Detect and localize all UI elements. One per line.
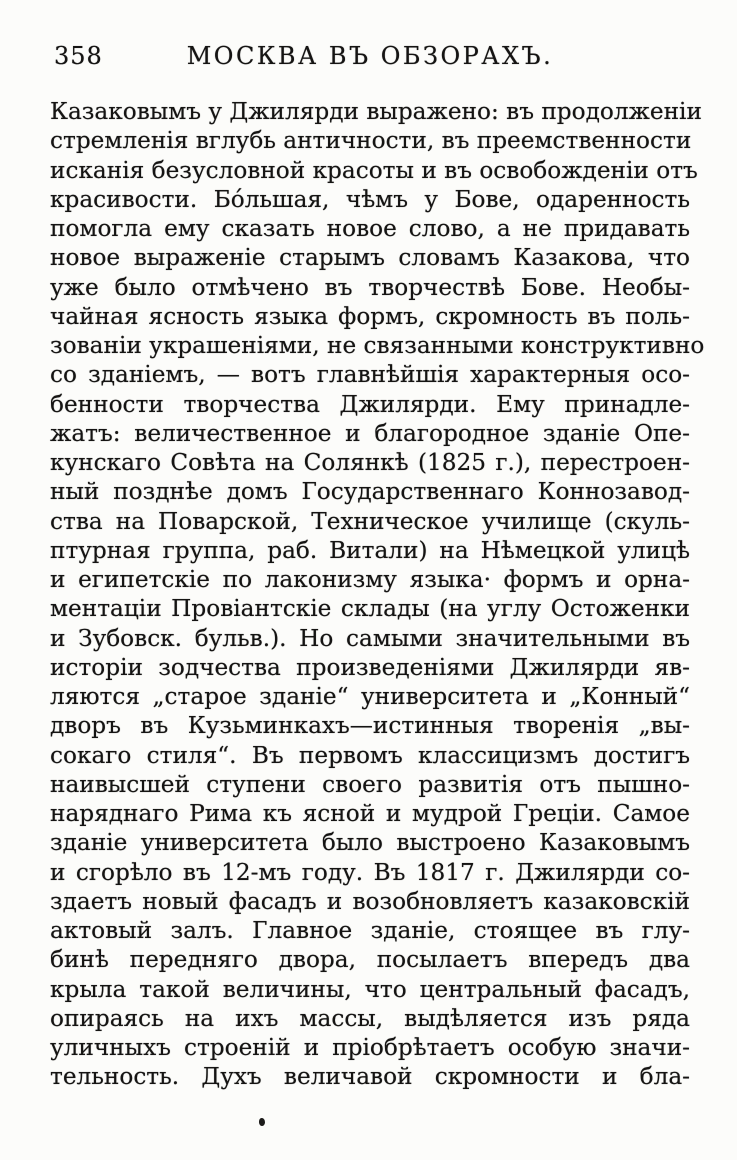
text-line: жатъ: величественное и благородное зданіе Опе- — [50, 419, 690, 447]
text-line: тельность. Духъ величавой скромности и бла- — [50, 1063, 690, 1091]
ink-speck — [259, 1118, 265, 1126]
text-line: новое выраженіе старымъ словамъ Казакова, что — [50, 244, 690, 272]
text-line: опираясь на ихъ массы, выдѣляется изъ ряда — [50, 1004, 690, 1032]
text-line: уличныхъ строеній и пріобрѣтаетъ особую значи- — [50, 1034, 690, 1061]
text-line: уже было отмѣчено въ творчествѣ Бове. Необы- — [50, 273, 690, 301]
text-line: ства на Поварской, Техническое училище (скуль- — [50, 507, 690, 535]
text-line: здаетъ новый фасадъ и возобновляетъ казаковскій — [50, 887, 690, 915]
text-line: исторіи зодчества произведеніями Джилярди яв- — [50, 653, 690, 681]
text-line: птурная группа, раб. Витали) на Нѣмецкой улицѣ — [50, 536, 690, 564]
text-line: ляются „старое зданіе“ университета и „Конный“ — [50, 683, 690, 710]
text-line: крыла такой величины, что центральный фасадъ, — [50, 975, 690, 1003]
text-line: кунскаго Совѣта на Солянкѣ (1825 г.), перестроен- — [50, 449, 690, 476]
text-line: бенности творчества Джилярди. Ему принадле- — [50, 390, 690, 418]
text-line: помогла ему сказать новое слово, а не придавать — [50, 215, 690, 242]
text-line: и сгорѣло въ 12-мъ году. Въ 1817 г. Джилярди со- — [50, 858, 690, 886]
text-line: красивости. Бо́льшая, чѣмъ у Бове, одаренность — [50, 185, 690, 213]
text-line: и египетскіе по лаконизму языка· формъ и орна- — [50, 566, 690, 593]
text-line: ный позднѣе домъ Государственнаго Коннозавод- — [50, 478, 690, 506]
text-line: чайная ясность языка формъ, скромность въ поль- — [50, 302, 690, 330]
text-line: наивысшей ступени своего развитія отъ пышно- — [50, 770, 690, 798]
text-line: сокаго стиля“. Въ первомъ классицизмъ достигъ — [50, 741, 690, 769]
text-line: исканія безусловной красоты и въ освобожденіи отъ — [50, 156, 698, 184]
text-line: стремленія вглубь античности, въ преемственности — [50, 127, 692, 155]
text-line: зданіе университета было выстроено Казаковымъ — [50, 829, 690, 857]
running-head — [50, 42, 690, 74]
body-text — [50, 97, 705, 1092]
page-title: МОСКВА ВЪ ОБЗОРАХЪ. — [186, 42, 554, 70]
text-line: ментаціи Провіантскіе склады (на углу Остоженки — [50, 595, 690, 623]
text-line: актовый залъ. Главное зданіе, стоящее въ глу- — [50, 917, 690, 944]
text-line: наряднаго Рима къ ясной и мудрой Греціи. Самое — [50, 800, 690, 827]
text-line: и Зубовск. бульв.). Но самыми значительными въ — [50, 624, 690, 652]
page-number: 358 — [54, 42, 103, 70]
text-line: дворъ въ Кузьминкахъ—истинныя творенія „вы- — [50, 712, 690, 740]
text-line: бинѣ передняго двора, посылаетъ впередъ два — [50, 946, 690, 974]
text-line: зованіи украшеніями, не связанными конструктивно — [50, 332, 705, 359]
text-line: со зданіемъ, — вотъ главнѣйшія характерныя осо- — [50, 361, 690, 389]
text-line: Казаковымъ у Джилярди выражено: въ продолженіи — [50, 98, 702, 125]
